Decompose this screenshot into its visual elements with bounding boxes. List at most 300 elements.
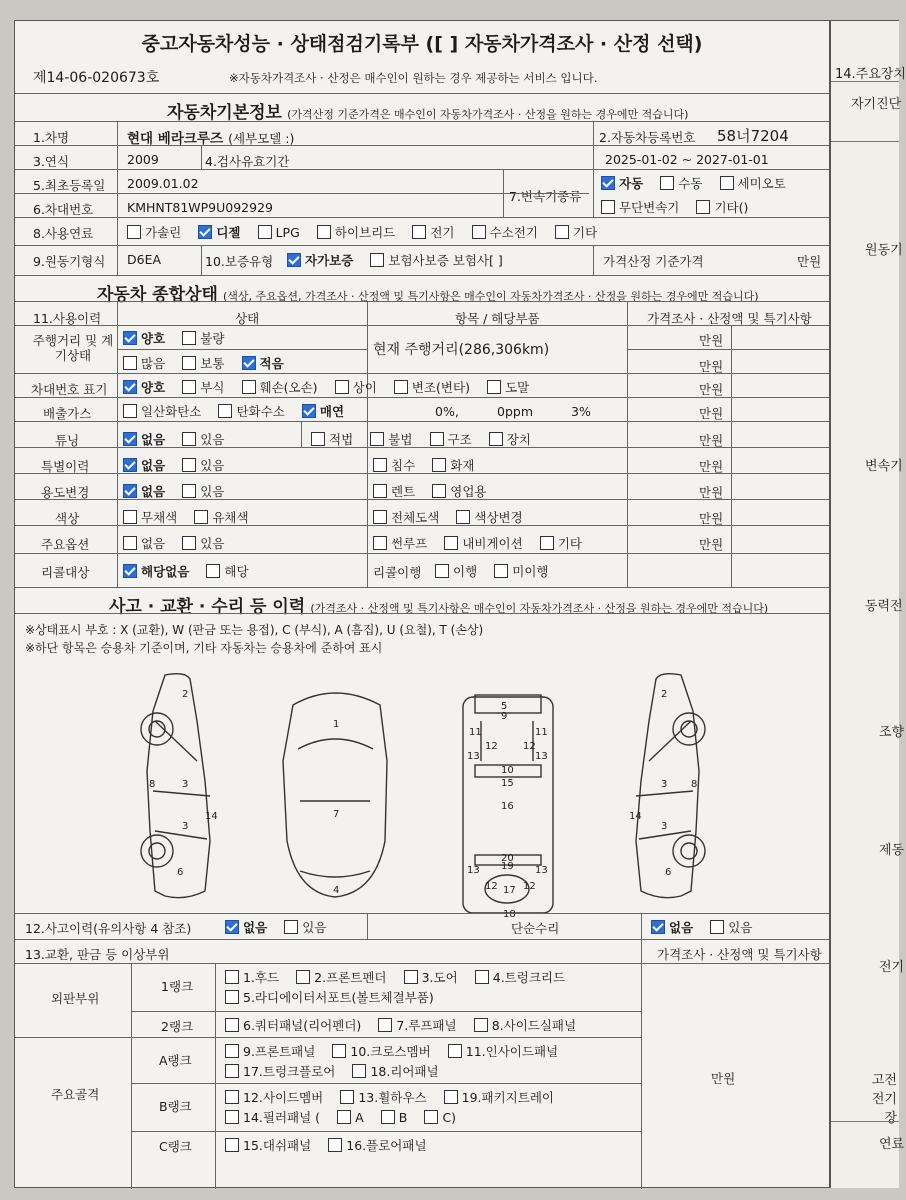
checkbox-icon [340,1090,354,1104]
simple-repair-options [651,917,764,936]
basic-info-heading: 자동차기본정보 (가격산정 기준가격은 매수인이 자동차가격조사 · 산정을 원하는 경우에만 적습니다) [167,103,689,123]
part-front-panel[interactable]: 9.프론트패널 [225,1042,315,1060]
checkbox-checked-icon [123,458,137,472]
accident-history-label: 12.사고이력(유의사항 4 참조) [25,921,192,936]
mileage-low[interactable]: 적음 [242,354,284,372]
warranty-options [287,250,515,269]
color-unit: 만원 [699,511,724,526]
special-flood[interactable]: 침수 [373,456,415,474]
fuel-label: 8.사용연료 [33,226,94,241]
checkbox-icon [206,564,220,578]
checkbox-icon [335,380,349,394]
checkbox-checked-icon [601,176,615,190]
trans-semiauto[interactable]: 세미오토 [720,174,786,192]
reg-no-label: 2.자동차등록번호 [599,130,696,145]
checkbox-checked-icon [302,404,316,418]
checkbox-icon [218,404,232,418]
mileage-options-2 [123,353,296,372]
checkbox-icon [373,510,387,524]
rankB-label: B랭크 [159,1099,192,1114]
car-top-view [283,693,387,897]
checkbox-icon [284,920,298,934]
tuning-illegal[interactable]: 불법 [370,430,412,448]
checkbox-icon [182,380,196,394]
checkbox-icon [487,380,501,394]
options-options [123,533,236,552]
checkbox-icon [540,536,554,550]
accident-history-yes[interactable]: 있음 [284,918,326,936]
vin-value: KMHNT81WP9U092929 [127,200,273,215]
part-cross-member[interactable]: 10.크로스멤버 [332,1042,430,1060]
first-reg-value: 2009.01.02 [127,176,199,191]
simple-repair-label: 단순수리 [511,921,560,936]
reg-no-value: 58너7204 [717,127,789,145]
checkbox-checked-icon [242,356,256,370]
mileage-price-unit-1: 만원 [699,333,724,348]
mileage-good[interactable]: 양호 [123,329,165,347]
checkbox-icon [127,225,141,239]
side-row-2: 원동기 [865,243,903,258]
side-row-6: 제동 [879,843,905,858]
checkbox-icon [296,970,310,984]
side-row-1: 자기진단 [851,97,902,112]
svg-text:3: 3 [182,779,189,790]
fuel-hydrogen[interactable]: 수소전기 [472,223,538,241]
fuel-gasoline[interactable]: 가솔린 [127,223,181,241]
svg-text:18: 18 [503,909,516,920]
recall-not-done[interactable]: 미이행 [494,562,548,580]
special-fire[interactable]: 화재 [432,456,474,474]
inspection-record-sheet [14,20,830,1188]
svg-text:3: 3 [182,821,189,832]
frame-label: 주요골격 [51,1087,100,1102]
rankC-label: C랭크 [159,1139,192,1154]
rankA-items-a [225,1041,570,1060]
fuel-options [127,222,609,241]
rankA-label: A랭크 [159,1053,192,1068]
options-unit: 만원 [699,537,724,552]
checkbox-checked-icon [123,484,137,498]
trans-options-row2 [601,197,760,216]
trans-cvt[interactable]: 무단변속기 [601,198,679,216]
vin-mark-damaged[interactable]: 훼손(오손) [242,378,318,396]
vin-mark-label: 차대번호 표기 [31,382,108,397]
trans-label: 7.변속기종류 [509,189,582,204]
part-hood[interactable]: 1.후드 [225,968,279,986]
checkbox-icon [601,200,615,214]
warranty-self[interactable]: 자가보증 [287,251,353,269]
svg-text:12: 12 [523,881,536,892]
part-floor-panel[interactable]: 16.플로어패널 [328,1136,426,1154]
checkbox-icon [660,176,674,190]
checkbox-icon [404,970,418,984]
mileage-price-unit-2: 만원 [699,359,724,374]
part-package-tray[interactable]: 19.패키지트레이 [444,1088,554,1106]
checkbox-icon [710,920,724,934]
special-unit: 만원 [699,459,724,474]
part-wheel-house[interactable]: 13.휠하우스 [340,1088,426,1106]
part-pillar-b[interactable]: B [381,1110,408,1125]
svg-text:12: 12 [485,741,498,752]
svg-text:2: 2 [661,689,668,700]
tuning-device[interactable]: 장치 [489,430,531,448]
price-base-unit: 만원 [797,254,822,269]
tuning-legal[interactable]: 적법 [311,430,353,448]
side-row-9: 연료 [879,1137,905,1152]
checkbox-icon [123,510,137,524]
vin-mark-mismatch[interactable]: 상이 [335,378,377,396]
legend-line-1: ※상태표시 부호 : X (교환), W (판금 또는 용접), C (부식), A (흠집), U (요철), T (손상) [25,623,484,637]
checkbox-icon [182,331,196,345]
parts-price-label: 가격조사 · 산정액 및 특기사항 [657,947,822,962]
checkbox-icon [474,1018,488,1032]
svg-text:8: 8 [691,779,698,790]
rank1-items-a [225,967,577,986]
checkbox-icon [430,432,444,446]
part-quarter-panel[interactable]: 6.쿼터패널(리어펜더) [225,1016,361,1034]
checkbox-checked-icon [198,225,212,239]
car-frame-view [463,695,553,920]
color-change[interactable]: 색상변경 [456,508,522,526]
color-full-paint[interactable]: 전체도색 [373,508,439,526]
options-other[interactable]: 기타 [540,534,582,552]
usage-change-options [123,481,236,500]
side-panel [830,20,906,1188]
checkbox-icon [720,176,734,190]
usage-col-header: 11.사용이력 [33,311,102,326]
trans-other[interactable]: 기타() [696,198,748,216]
service-note: ※자동차가격조사 · 산정은 매수인이 원하는 경우 제공하는 서비스 입니다. [229,71,598,85]
checkbox-icon [332,1044,346,1058]
checkbox-checked-icon [123,331,137,345]
options-items [373,533,594,552]
price-col-header: 가격조사 · 산정액 및 특기사항 [647,311,812,326]
side-header: 14.주요장치 [835,67,906,82]
checkbox-checked-icon [225,920,239,934]
mileage-label: 주행거리 및 계기상태 [32,333,114,363]
checkbox-icon [123,536,137,550]
part-trunk-floor[interactable]: 17.트렁크플로어 [225,1062,335,1080]
checkbox-icon [424,1110,438,1124]
emission-hc-value: 0ppm [497,404,533,419]
recall-item-label: 리콜이행 [373,565,422,580]
vin-mark-unit: 만원 [699,382,724,397]
tuning-items [311,429,543,448]
emission-options [123,401,356,420]
rankB-items-a [225,1087,566,1106]
condition-heading: 자동차 종합상태 (색상, 주요옵션, 가격조사 · 산정액 및 특기사항은 매수인이 자동차가격조사 · 산정을 원하는 경우에만 적습니다) [97,285,759,305]
car-name: 현대 베라크루즈 [127,131,223,147]
side-row-8: 고전 전기장 [871,1073,897,1126]
engine-label: 9.원동기형식 [33,254,106,269]
items-col-header: 항목 / 해당부품 [455,311,540,326]
checkbox-icon [194,510,208,524]
checkbox-icon [352,1064,366,1078]
checkbox-icon [225,1018,239,1032]
usage-change-yes[interactable]: 있음 [182,482,224,500]
fuel-electric[interactable]: 전기 [412,223,454,241]
checkbox-icon [489,432,503,446]
emission-hc[interactable]: 탄화수소 [218,402,284,420]
fuel-lpg[interactable]: LPG [258,225,300,240]
part-pillar-c[interactable]: C) [424,1110,456,1125]
recall-none[interactable]: 해당없음 [123,562,189,580]
svg-text:15: 15 [501,778,514,789]
usage-change-unit: 만원 [699,485,724,500]
checkbox-icon [242,380,256,394]
inspect-value: 2025-01-02 ~ 2027-01-01 [605,152,769,167]
svg-text:4: 4 [333,885,340,896]
svg-text:12: 12 [485,881,498,892]
svg-text:11: 11 [535,727,548,738]
checkbox-icon [432,484,446,498]
usage-change-business[interactable]: 영업용 [432,482,486,500]
svg-text:8: 8 [149,779,156,790]
vin-mark-altered[interactable]: 변조(변타) [394,378,470,396]
tuning-unit: 만원 [699,433,724,448]
simple-repair-yes[interactable]: 있음 [710,918,752,936]
car-left-side-view [141,674,218,898]
tuning-structure[interactable]: 구조 [430,430,472,448]
svg-text:6: 6 [665,867,672,878]
car-damage-diagram [15,661,831,920]
year-label: 3.연식 [33,154,70,169]
part-inside-panel[interactable]: 11.인사이드패널 [448,1042,558,1060]
checkbox-icon [182,536,196,550]
checkbox-icon [448,1044,462,1058]
emission-smoke[interactable]: 매연 [302,402,344,420]
checkbox-icon [225,970,239,984]
checkbox-icon [123,356,137,370]
vin-mark-painted[interactable]: 도말 [487,378,529,396]
state-col-header: 상태 [235,311,260,326]
car-right-side-view [629,674,705,898]
svg-text:9: 9 [501,711,508,722]
svg-text:13: 13 [535,865,548,876]
special-yes[interactable]: 있음 [182,456,224,474]
checkbox-icon [696,200,710,214]
doc-number: 제14-06-020673호 [33,70,160,86]
side-row-4: 동력전 [865,599,903,614]
color-chromatic[interactable]: 유채색 [194,508,248,526]
recall-items [435,561,560,580]
part-side-member[interactable]: 12.사이드멤버 [225,1088,323,1106]
checkbox-icon [412,225,426,239]
svg-text:20: 20 [501,853,514,864]
svg-text:13: 13 [467,751,480,762]
rankB-items-b [225,1107,468,1126]
rank1-items-b [225,987,446,1006]
checkbox-icon [182,458,196,472]
special-options [123,455,236,474]
part-pillar-panel[interactable]: 14.필러패널 ( [225,1108,320,1126]
vin-mark-corrosion[interactable]: 부식 [182,378,224,396]
checkbox-icon [444,536,458,550]
vin-mark-options [123,377,541,396]
checkbox-icon [182,356,196,370]
checkbox-icon [182,484,196,498]
svg-text:17: 17 [503,885,516,896]
mileage-normal[interactable]: 보통 [182,354,224,372]
svg-text:14: 14 [629,811,642,822]
part-radiator-support[interactable]: 5.라디에이터서포트(볼트체결부품) [225,988,434,1006]
checkbox-icon [472,225,486,239]
checkbox-checked-icon [123,432,137,446]
checkbox-icon [225,1090,239,1104]
price-base-label: 가격산정 기준가격 [603,254,704,269]
outer-panel-label: 외판부위 [51,991,100,1006]
special-items [373,455,486,474]
checkbox-icon [373,484,387,498]
checkbox-icon [494,564,508,578]
checkbox-checked-icon [287,253,301,267]
options-none[interactable]: 없음 [123,534,165,552]
simple-repair-none[interactable]: 없음 [651,918,693,936]
doc-title: 중고자동차성능 · 상태점검기록부 ([ ] 자동차가격조사 · 산정 선택) [141,33,703,55]
vin-mark-good[interactable]: 양호 [123,378,165,396]
name-label: 1.차명 [33,130,70,145]
checkbox-icon [444,1090,458,1104]
parts-price-unit: 만원 [711,1071,736,1086]
recall-done[interactable]: 이행 [435,562,477,580]
checkbox-icon [456,510,470,524]
checkbox-icon [225,990,239,1004]
color-options [123,507,261,526]
part-door[interactable]: 3.도어 [404,968,458,986]
warranty-insurer[interactable]: 보험사보증 보험사[ ] [370,251,502,269]
emission-unit: 만원 [699,406,724,421]
checkbox-icon [258,225,272,239]
color-achromatic[interactable]: 무채색 [123,508,177,526]
part-front-fender[interactable]: 2.프론트펜더 [296,968,386,986]
checkbox-icon [378,1018,392,1032]
car-submodel: (세부모델 :) [228,131,295,146]
side-row-5: 조향 [879,725,905,740]
recall-options [123,561,261,580]
checkbox-icon [373,536,387,550]
checkbox-icon [370,253,384,267]
checkbox-checked-icon [651,920,665,934]
recall-label: 리콜대상 [41,565,90,580]
checkbox-icon [435,564,449,578]
svg-text:2: 2 [182,689,189,700]
svg-text:3: 3 [661,779,668,790]
color-items [373,507,535,526]
fuel-diesel[interactable]: 디젤 [198,223,240,241]
rankA-items-b [225,1061,451,1080]
tuning-yes[interactable]: 있음 [182,430,224,448]
part-side-sill[interactable]: 8.사이드실패널 [474,1016,576,1034]
emission-co[interactable]: 일산화탄소 [123,402,201,420]
svg-text:19: 19 [501,861,514,872]
tuning-label: 튜닝 [55,433,80,448]
svg-text:11: 11 [469,727,482,738]
name-value-group [127,127,294,147]
checkbox-icon [328,1138,342,1152]
accident-history-options [225,917,338,936]
options-sunroof[interactable]: 썬루프 [373,534,427,552]
emission-co-value: 0%, [435,404,459,419]
trans-auto[interactable]: 자동 [601,174,643,192]
tuning-options [123,429,236,448]
part-rear-panel[interactable]: 18.리어패널 [352,1062,438,1080]
year-value: 2009 [127,152,159,167]
options-navigation[interactable]: 내비게이션 [444,534,522,552]
checkbox-icon [370,432,384,446]
part-pillar-a[interactable]: A [337,1110,364,1125]
part-trunk-lid[interactable]: 4.트렁크리드 [475,968,565,986]
engine-value: D6EA [127,252,162,267]
checkbox-checked-icon [123,380,137,394]
checkbox-icon [123,404,137,418]
svg-text:14: 14 [205,811,218,822]
checkbox-icon [225,1110,239,1124]
side-row-7: 전기 [879,960,905,975]
rank1-label: 1랭크 [161,979,194,994]
svg-text:1: 1 [333,719,340,730]
trans-manual[interactable]: 수동 [660,174,702,192]
svg-text:12: 12 [523,741,536,752]
checkbox-icon [373,458,387,472]
checkbox-icon [381,1110,395,1124]
rank2-items [225,1015,588,1034]
emission-label: 배출가스 [43,406,92,421]
side-row-3: 변속기 [865,459,903,474]
svg-text:7: 7 [333,809,340,820]
color-label: 색상 [55,511,80,526]
mileage-high[interactable]: 많음 [123,354,165,372]
trans-options-row1 [601,173,798,192]
checkbox-icon [182,432,196,446]
mileage-bad[interactable]: 불량 [182,329,224,347]
accident-history-none[interactable]: 없음 [225,918,267,936]
part-dash-panel[interactable]: 15.대쉬패널 [225,1136,311,1154]
usage-change-label: 용도변경 [41,485,90,500]
mileage-options-1 [123,328,236,347]
svg-text:13: 13 [535,751,548,762]
warranty-label: 10.보증유형 [205,254,274,269]
rank2-label: 2랭크 [161,1019,194,1034]
checkbox-icon [432,458,446,472]
checkbox-icon [555,225,569,239]
fuel-other[interactable]: 기타 [555,223,597,241]
svg-text:10: 10 [501,765,514,776]
inspect-label: 4.검사유효기간 [205,154,290,169]
checkbox-icon [225,1138,239,1152]
checkbox-icon [394,380,408,394]
legend-line-2: ※하단 항목은 승용차 기준이며, 기타 자동차는 승용차에 준하여 표시 [25,641,383,655]
options-yes[interactable]: 있음 [182,534,224,552]
vin-label: 6.차대번호 [33,202,94,217]
usage-change-none[interactable]: 없음 [123,482,165,500]
emission-smoke-value: 3% [571,404,591,419]
checkbox-icon [225,1064,239,1078]
tuning-none[interactable]: 없음 [123,430,165,448]
recall-applicable[interactable]: 해당 [206,562,248,580]
fuel-hybrid[interactable]: 하이브리드 [317,223,395,241]
usage-change-rent[interactable]: 렌트 [373,482,415,500]
svg-text:13: 13 [467,865,480,876]
checkbox-icon [337,1110,351,1124]
accident-heading: 사고 · 교환 · 수리 등 이력 (가격조사 · 산정액 및 특기사항은 매수인이 자동차가격조사 · 산정을 원하는 경우에만 적습니다) [109,597,769,617]
part-roof-panel[interactable]: 7.루프패널 [378,1016,456,1034]
rankC-items [225,1135,439,1154]
checkbox-checked-icon [123,564,137,578]
first-reg-label: 5.최초등록일 [33,178,106,193]
svg-text:3: 3 [661,821,668,832]
svg-text:16: 16 [501,801,514,812]
special-none[interactable]: 없음 [123,456,165,474]
